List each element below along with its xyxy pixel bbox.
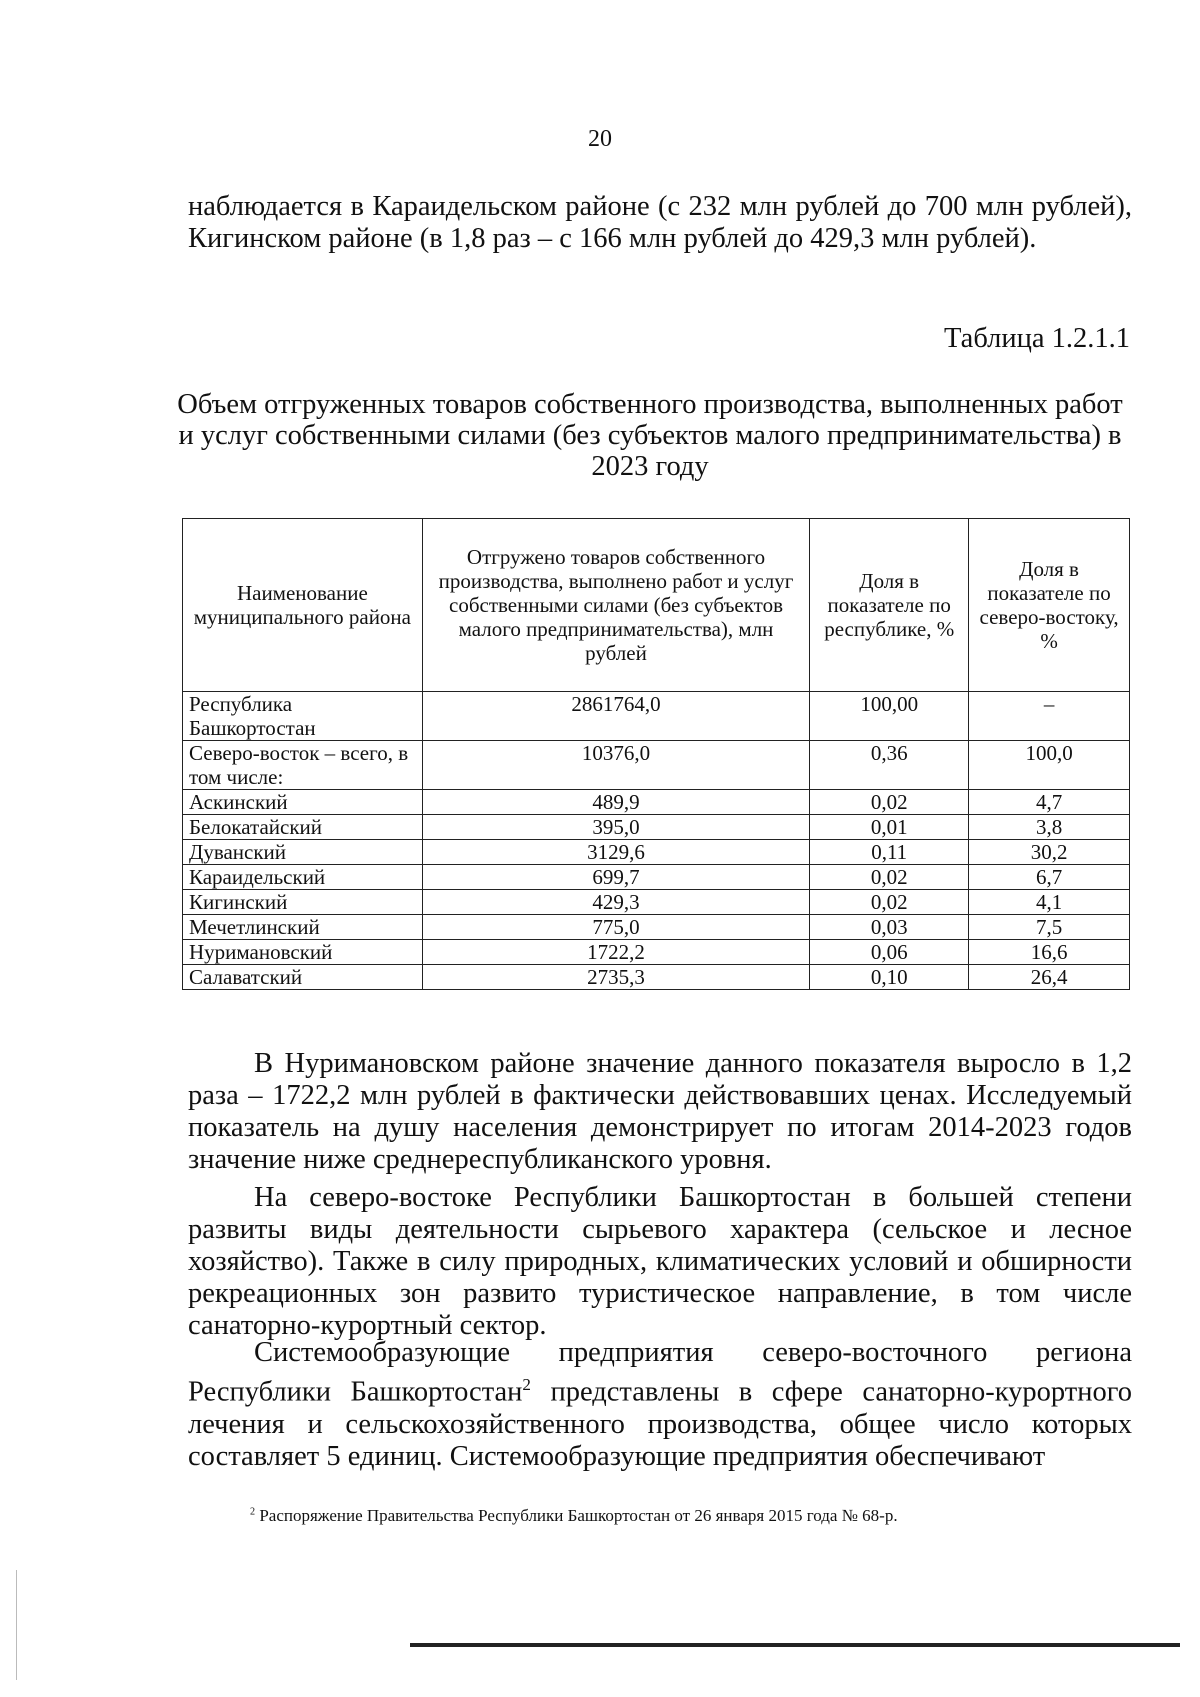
share-republic-value: 0,02 [810,890,969,915]
header-volume: Отгружено товаров собственного производства, выполнено работ и услуг собственными силами (без субъектов малого предпринимательства), млн рублей [422,519,809,692]
share-northeast-value: 16,6 [969,940,1130,965]
scan-edge-line [16,1570,17,1680]
bottom-divider [410,1643,1180,1647]
volume-value: 2735,3 [422,965,809,990]
volume-value: 699,7 [422,865,809,890]
volume-value: 10376,0 [422,741,809,790]
paragraph-text-before: Системообразующие предприятия северо-восточного региона Республики Башкортостан [188,1337,1132,1408]
paragraph-nurimanovsky: В Нуримановском районе значение данного показателя выросло в 1,2 раза – 1722,2 млн рублей в фактически действовавших ценах. Исследуемый показатель на душу населения демонстрирует по итогам 2014-2023 годов значение ниже среднереспубликанского уровня. [188,1048,1132,1175]
share-northeast-value: 4,7 [969,790,1130,815]
district-name: Белокатайский [183,815,423,840]
share-northeast-value: 30,2 [969,840,1130,865]
volume-value: 1722,2 [422,940,809,965]
district-name: Мечетлинский [183,915,423,940]
district-name: Аскинский [183,790,423,815]
table-row [183,741,1130,790]
share-northeast-value: 100,0 [969,741,1130,790]
share-republic-value: 100,00 [810,692,969,741]
share-republic-value: 0,36 [810,741,969,790]
share-republic-value: 0,10 [810,965,969,990]
share-republic-value: 0,02 [810,790,969,815]
share-republic-value: 0,01 [810,815,969,840]
footnote-reference: 2 [522,1375,531,1394]
data-table [182,518,1130,990]
district-name: Салаватский [183,965,423,990]
share-republic-value: 0,02 [810,865,969,890]
table-label: Таблица 1.2.1.1 [943,323,1130,354]
paragraph-text-after: представлены в сфере санаторно-курортного лечения и сельскохозяйственного производства, общее число которых составляет 5 единиц. Системообразующие предприятия обеспечивают [188,1376,1132,1472]
table-row [183,865,1130,890]
table-row [183,890,1130,915]
table-row [183,940,1130,965]
volume-value: 2861764,0 [422,692,809,741]
paragraph-system-enterprises [188,1337,1132,1473]
district-name: Караидельский [183,865,423,890]
header-district: Наименование муниципального района [183,519,423,692]
footnote-mark: 2 [250,1506,256,1518]
share-northeast-value: 4,1 [969,890,1130,915]
volume-value: 489,9 [422,790,809,815]
district-name: Дуванский [183,840,423,865]
volume-value: 775,0 [422,915,809,940]
header-share-republic: Доля в показателе по республике, % [810,519,969,692]
share-northeast-value: 3,8 [969,815,1130,840]
district-name: Кигинский [183,890,423,915]
table-row [183,915,1130,940]
intro-paragraph: наблюдается в Караидельском районе (с 232 млн рублей до 700 млн рублей), Кигинском районе (в 1,8 раз – с 166 млн рублей до 429,3 млн рублей). [188,191,1132,254]
volume-value: 395,0 [422,815,809,840]
share-republic-value: 0,11 [810,840,969,865]
table-row [183,790,1130,815]
volume-value: 429,3 [422,890,809,915]
share-northeast-value: – [969,692,1130,741]
table-row [183,815,1130,840]
share-republic-value: 0,06 [810,940,969,965]
share-northeast-value: 6,7 [969,865,1130,890]
share-republic-value: 0,03 [810,915,969,940]
volume-value: 3129,6 [422,840,809,865]
table-row [183,840,1130,865]
district-name: Нуримановский [183,940,423,965]
table-row [183,692,1130,741]
table-header-row [183,519,1130,692]
header-share-northeast: Доля в показателе по северо-востоку, % [969,519,1130,692]
district-name: Республика Башкортостан [183,692,423,741]
share-northeast-value: 26,4 [969,965,1130,990]
footnote-text: Распоряжение Правительства Республики Башкортостан от 26 января 2015 года № 68-р. [255,1506,898,1525]
share-northeast-value: 7,5 [969,915,1130,940]
page-number: 20 [588,126,612,152]
paragraph-northeast: На северо-востоке Республики Башкортостан в большей степени развиты виды деятельности сырьевого характера (сельское и лесное хозяйство). Также в силу природных, климатических условий и обширности рекреационных зон развито туристическое направление, в том числе санаторно-курортный сектор. [188,1182,1132,1341]
footnote [250,1506,898,1526]
district-name: Северо-восток – всего, в том числе: [183,741,423,790]
table-title: Объем отгруженных товаров собственного производства, выполненных работ и услуг собственными силами (без субъектов малого предпринимательства) в 2023 году [177,389,1123,482]
table-row [183,965,1130,990]
